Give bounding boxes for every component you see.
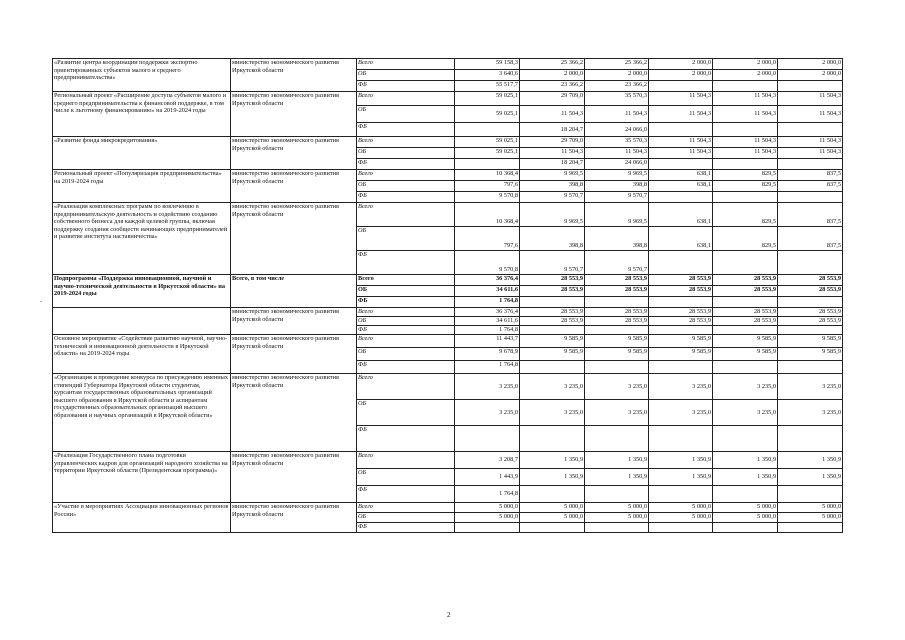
amount-year-2: 28 553,9 (585, 275, 649, 286)
table-row (53, 137, 843, 148)
amount-year-3 (649, 361, 713, 374)
amount-year-5: 1 350,9 (778, 469, 843, 486)
funding-source: Всего (357, 137, 455, 148)
amount-year-2: 398,8 (585, 181, 649, 192)
amount-year-2 (585, 297, 649, 308)
program-name: «Реализация Государственного плана подготовки управленческих кадров для организаций народного хозяйства на территории Иркутской области (Президентская программа)» (53, 452, 231, 503)
amount-year-3: 638,1 (649, 203, 713, 227)
amount-year-3: 2 000,0 (649, 59, 713, 70)
funding-source: ФБ (357, 297, 455, 308)
funding-source: ФБ (357, 123, 455, 137)
amount-total: 59 025,1 (455, 106, 520, 123)
amount-year-4: 829,5 (713, 170, 778, 181)
funding-source: Всего (357, 59, 455, 70)
amount-year-3: 1 350,9 (649, 469, 713, 486)
amount-year-3 (649, 326, 713, 335)
amount-year-2: 3 235,0 (585, 400, 649, 426)
amount-year-3: 9 585,9 (649, 335, 713, 348)
executor: министерство экономического развития Иркутской области (231, 335, 357, 374)
amount-year-2: 398,8 (585, 227, 649, 251)
funding-source: Всего (357, 452, 455, 469)
amount-year-4: 9 585,9 (713, 335, 778, 348)
amount-year-1: 11 504,3 (520, 148, 585, 159)
funding-source: ФБ (357, 486, 455, 503)
amount-year-3: 11 504,3 (649, 137, 713, 148)
amount-total: 9 570,8 (455, 192, 520, 203)
program-name: «Реализация комплексных программ по вовлечению в предпринимательскую деятельность и содействию созданию собственного бизнеса для каждой целевой группы, включая поддержку создания сообществ начинающих предпринимателей и развитие института наставничества» (53, 203, 231, 275)
program-name: Региональный проект «Популяризация предпринимательства» на 2019-2024 годы (53, 170, 231, 203)
amount-year-2: 2 000,0 (585, 70, 649, 81)
amount-year-1: 25 366,2 (520, 59, 585, 70)
program-name: «Участие в мероприятиях Ассоциации инновационных регионов России» (53, 503, 231, 533)
amount-year-2: 28 553,9 (585, 308, 649, 317)
amount-year-3: 28 553,9 (649, 286, 713, 297)
amount-year-1: 28 553,9 (520, 275, 585, 286)
amount-year-2: 9 969,5 (585, 170, 649, 181)
amount-total: 5 000,0 (455, 513, 520, 523)
amount-year-1: 9 570,7 (520, 251, 585, 275)
table-row (53, 374, 843, 400)
amount-year-4: 11 504,3 (713, 148, 778, 159)
funding-source: ОБ (357, 148, 455, 159)
funding-source: ФБ (357, 251, 455, 275)
amount-year-5: 9 585,9 (778, 348, 843, 361)
amount-year-4: 9 585,9 (713, 348, 778, 361)
amount-year-5: 2 000,0 (778, 59, 843, 70)
amount-year-2: 24 066,0 (585, 159, 649, 170)
amount-year-3: 11 504,3 (649, 106, 713, 123)
amount-year-5: 11 504,3 (778, 92, 843, 106)
amount-year-1: 23 366,2 (520, 81, 585, 92)
amount-year-4 (713, 297, 778, 308)
amount-year-2: 9 969,5 (585, 203, 649, 227)
amount-year-5: 5 000,0 (778, 503, 843, 513)
amount-year-2: 11 504,3 (585, 106, 649, 123)
program-name: Региональный проект «Расширение доступа субъектов малого и среднего предпринимательства к финансовой поддержке, в том числе к льготному финансированию» на 2019-2024 годы (53, 92, 231, 137)
amount-year-1: 28 553,9 (520, 286, 585, 297)
amount-year-4: 829,5 (713, 181, 778, 192)
funding-source: Всего (357, 170, 455, 181)
amount-year-1 (520, 523, 585, 533)
program-name: «Развитие фонда микрокредитования» (53, 137, 231, 170)
amount-year-4: 28 553,9 (713, 275, 778, 286)
amount-year-3: 11 504,3 (649, 92, 713, 106)
funding-source: ФБ (357, 361, 455, 374)
amount-year-2: 3 235,0 (585, 374, 649, 400)
funding-source: Всего (357, 92, 455, 106)
amount-year-1 (520, 426, 585, 452)
amount-year-4: 11 504,3 (713, 92, 778, 106)
table-row (53, 92, 843, 106)
funding-source: ОБ (357, 348, 455, 361)
amount-year-2: 9 585,9 (585, 335, 649, 348)
table-row (53, 503, 843, 513)
amount-year-1: 11 504,3 (520, 106, 585, 123)
amount-year-5: 837,5 (778, 227, 843, 251)
amount-year-5: 3 235,0 (778, 374, 843, 400)
funding-source: ОБ (357, 513, 455, 523)
page-number: 2 (447, 611, 451, 619)
amount-year-3: 2 000,0 (649, 70, 713, 81)
funding-source: Всего (357, 203, 455, 227)
amount-year-4 (713, 123, 778, 137)
amount-total: 34 611,6 (455, 317, 520, 326)
amount-year-5 (778, 159, 843, 170)
funding-source: ФБ (357, 192, 455, 203)
amount-year-1: 9 585,9 (520, 348, 585, 361)
executor: министерство экономического развития Иркутской области (231, 92, 357, 137)
amount-year-1: 29 709,0 (520, 92, 585, 106)
funding-source: ФБ (357, 159, 455, 170)
amount-total (455, 123, 520, 137)
amount-year-2: 28 553,9 (585, 286, 649, 297)
amount-year-4: 5 000,0 (713, 513, 778, 523)
amount-year-1: 18 204,7 (520, 159, 585, 170)
amount-year-2: 25 366,2 (585, 59, 649, 70)
amount-year-1: 9 969,5 (520, 203, 585, 227)
amount-year-5 (778, 123, 843, 137)
funding-source: ОБ (357, 181, 455, 192)
funding-source: ФБ (357, 81, 455, 92)
amount-year-2: 5 000,0 (585, 513, 649, 523)
funding-source: Всего (357, 374, 455, 400)
executor: министерство экономического развития Иркутской области (231, 59, 357, 92)
amount-year-1 (520, 361, 585, 374)
amount-year-1: 18 204,7 (520, 123, 585, 137)
amount-year-5: 3 235,0 (778, 400, 843, 426)
amount-year-5: 5 000,0 (778, 513, 843, 523)
amount-year-5: 28 553,9 (778, 317, 843, 326)
budget-table (52, 58, 843, 533)
amount-year-5 (778, 326, 843, 335)
funding-source: ОБ (357, 286, 455, 297)
amount-total: 1 443,9 (455, 469, 520, 486)
executor: министерство экономического развития Иркутской области (231, 308, 357, 335)
amount-year-1 (520, 486, 585, 503)
amount-year-3: 5 000,0 (649, 503, 713, 513)
amount-total: 3 208,7 (455, 452, 520, 469)
amount-year-4: 28 553,9 (713, 317, 778, 326)
amount-year-4 (713, 192, 778, 203)
amount-year-5: 28 553,9 (778, 286, 843, 297)
funding-source: Всего (357, 503, 455, 513)
program-name: Подпрограмма «Поддержка инновационной, научной и научно-технической деятельности в Иркутской области» на 2019-2024 годы (53, 275, 231, 308)
amount-total: 5 000,0 (455, 503, 520, 513)
amount-year-5: 2 000,0 (778, 70, 843, 81)
amount-year-5: 11 504,3 (778, 137, 843, 148)
amount-year-5 (778, 426, 843, 452)
amount-year-1: 9 570,7 (520, 192, 585, 203)
program-name: «Организация и проведение конкурса по присуждению именных стипендий Губернатора Иркутской области студентам, курсантам государственных образовательных организаций высшего образования в Иркутской области и аспирантам государственных образовательных организаций высшего образования и научных организаций в Иркутской области» (53, 374, 231, 452)
amount-year-2: 1 350,9 (585, 452, 649, 469)
amount-year-4 (713, 523, 778, 533)
amount-year-2 (585, 486, 649, 503)
executor: министерство экономического развития Иркутской области (231, 137, 357, 170)
executor: министерство экономического развития Иркутской области (231, 503, 357, 533)
amount-year-5 (778, 192, 843, 203)
amount-year-2: 9 585,9 (585, 348, 649, 361)
amount-year-1: 3 235,0 (520, 400, 585, 426)
amount-year-5: 9 585,9 (778, 335, 843, 348)
amount-year-5: 837,5 (778, 170, 843, 181)
amount-year-3 (649, 159, 713, 170)
amount-year-2 (585, 523, 649, 533)
amount-year-3 (649, 251, 713, 275)
amount-year-3 (649, 523, 713, 533)
table-row (53, 203, 843, 227)
amount-year-4: 1 350,9 (713, 469, 778, 486)
amount-year-4: 829,5 (713, 203, 778, 227)
funding-source: ОБ (357, 70, 455, 81)
amount-year-5: 28 553,9 (778, 308, 843, 317)
amount-year-5: 837,5 (778, 203, 843, 227)
amount-total: 1 764,8 (455, 361, 520, 374)
amount-year-2: 11 504,3 (585, 148, 649, 159)
funding-source: ОБ (357, 469, 455, 486)
amount-total (455, 426, 520, 452)
amount-year-3: 3 235,0 (649, 374, 713, 400)
amount-year-1 (520, 297, 585, 308)
funding-source: ФБ (357, 523, 455, 533)
amount-year-4 (713, 361, 778, 374)
amount-total (455, 523, 520, 533)
amount-year-5: 1 350,9 (778, 452, 843, 469)
amount-year-5: 28 553,9 (778, 275, 843, 286)
table-body (53, 59, 843, 533)
amount-year-2: 28 553,9 (585, 317, 649, 326)
table-row (53, 170, 843, 181)
amount-year-1: 28 553,9 (520, 308, 585, 317)
amount-year-1: 2 000,0 (520, 70, 585, 81)
amount-year-3 (649, 486, 713, 503)
amount-total: 3 235,0 (455, 400, 520, 426)
amount-year-3: 638,1 (649, 170, 713, 181)
funding-source: ОБ (357, 227, 455, 251)
amount-year-2: 9 570,7 (585, 192, 649, 203)
margin-mark: - (40, 297, 43, 305)
amount-year-4: 3 235,0 (713, 400, 778, 426)
funding-source: ФБ (357, 426, 455, 452)
amount-year-3: 11 504,3 (649, 148, 713, 159)
amount-year-5 (778, 486, 843, 503)
funding-source: ОБ (357, 106, 455, 123)
amount-total: 55 517,7 (455, 81, 520, 92)
amount-year-2 (585, 361, 649, 374)
amount-year-1: 398,8 (520, 227, 585, 251)
amount-year-4 (713, 326, 778, 335)
amount-year-2 (585, 326, 649, 335)
program-name: Основное мероприятие «Содействие развитию научной, научно-технической и инновационной деятельности в Иркутской области» на 2019-2024 годы (53, 335, 231, 374)
amount-year-4: 3 235,0 (713, 374, 778, 400)
amount-year-5 (778, 361, 843, 374)
amount-year-5 (778, 81, 843, 92)
amount-total: 34 611,6 (455, 286, 520, 297)
amount-total: 797,6 (455, 227, 520, 251)
amount-year-1: 9 585,9 (520, 335, 585, 348)
executor: министерство экономического развития Иркутской области (231, 452, 357, 503)
table-row (53, 335, 843, 348)
amount-year-4 (713, 159, 778, 170)
amount-total: 9 570,8 (455, 251, 520, 275)
amount-year-2: 24 066,0 (585, 123, 649, 137)
amount-year-4 (713, 251, 778, 275)
amount-total: 11 443,7 (455, 335, 520, 348)
amount-total: 59 158,3 (455, 59, 520, 70)
amount-year-1: 1 350,9 (520, 469, 585, 486)
amount-total: 797,6 (455, 181, 520, 192)
executor: министерство экономического развития Иркутской области (231, 203, 357, 275)
amount-year-3: 28 553,9 (649, 275, 713, 286)
amount-year-1: 9 969,5 (520, 170, 585, 181)
amount-year-1: 398,8 (520, 181, 585, 192)
executor: министерство экономического развития Иркутской области (231, 170, 357, 203)
amount-year-2 (585, 426, 649, 452)
amount-year-1: 1 350,9 (520, 452, 585, 469)
funding-source: Всего (357, 335, 455, 348)
amount-year-3: 28 553,9 (649, 308, 713, 317)
funding-source: ОБ (357, 317, 455, 326)
amount-year-4: 1 350,9 (713, 452, 778, 469)
amount-year-3: 638,1 (649, 227, 713, 251)
amount-year-2: 23 366,2 (585, 81, 649, 92)
amount-year-1: 29 709,0 (520, 137, 585, 148)
funding-source: Всего (357, 308, 455, 317)
funding-source: Всего (357, 275, 455, 286)
amount-year-5: 11 504,3 (778, 148, 843, 159)
executor: Всего, в том числе (231, 275, 357, 308)
amount-year-4: 11 504,3 (713, 106, 778, 123)
amount-year-3: 638,1 (649, 181, 713, 192)
table-row (53, 452, 843, 469)
amount-year-4 (713, 81, 778, 92)
amount-year-3: 28 553,9 (649, 317, 713, 326)
amount-year-4: 28 553,9 (713, 308, 778, 317)
funding-source: ФБ (357, 326, 455, 335)
amount-total: 10 368,4 (455, 203, 520, 227)
amount-year-4: 829,5 (713, 227, 778, 251)
table-row (53, 308, 843, 317)
amount-year-4: 2 000,0 (713, 59, 778, 70)
program-name (53, 308, 231, 335)
amount-year-2: 35 570,3 (585, 92, 649, 106)
amount-year-2: 1 350,9 (585, 469, 649, 486)
amount-year-1: 5 000,0 (520, 503, 585, 513)
amount-year-3: 9 585,9 (649, 348, 713, 361)
amount-total: 9 678,9 (455, 348, 520, 361)
amount-year-4 (713, 426, 778, 452)
amount-year-3 (649, 297, 713, 308)
amount-year-3 (649, 192, 713, 203)
funding-source: ОБ (357, 400, 455, 426)
amount-year-1: 5 000,0 (520, 513, 585, 523)
amount-total: 36 376,4 (455, 275, 520, 286)
amount-total: 59 025,1 (455, 137, 520, 148)
amount-total: 1 764,8 (455, 486, 520, 503)
executor: министерство экономического развития Иркутской области (231, 374, 357, 452)
amount-total: 36 376,4 (455, 308, 520, 317)
amount-year-4: 28 553,9 (713, 286, 778, 297)
amount-year-4: 5 000,0 (713, 503, 778, 513)
amount-year-2: 5 000,0 (585, 503, 649, 513)
amount-total: 3 235,0 (455, 374, 520, 400)
amount-year-2: 9 570,7 (585, 251, 649, 275)
amount-total: 59 025,1 (455, 92, 520, 106)
amount-year-2: 35 570,3 (585, 137, 649, 148)
program-name: «Развитие центра координации поддержки экспортно ориентированных субъектов малого и среднего предпринимательства» (53, 59, 231, 92)
table-row (53, 275, 843, 286)
amount-year-1: 28 553,9 (520, 317, 585, 326)
amount-total: 1 764,8 (455, 326, 520, 335)
amount-total: 1 764,8 (455, 297, 520, 308)
amount-year-1: 3 235,0 (520, 374, 585, 400)
amount-year-5: 837,5 (778, 181, 843, 192)
amount-total: 3 640,6 (455, 70, 520, 81)
amount-year-1 (520, 326, 585, 335)
amount-year-4: 11 504,3 (713, 137, 778, 148)
amount-total (455, 159, 520, 170)
amount-year-3: 5 000,0 (649, 513, 713, 523)
amount-year-5 (778, 523, 843, 533)
amount-year-3 (649, 123, 713, 137)
amount-year-4: 2 000,0 (713, 70, 778, 81)
amount-total: 59 025,1 (455, 148, 520, 159)
amount-year-5 (778, 251, 843, 275)
amount-year-4 (713, 486, 778, 503)
table-row (53, 59, 843, 70)
amount-year-3: 1 350,9 (649, 452, 713, 469)
amount-year-3: 3 235,0 (649, 400, 713, 426)
amount-year-3 (649, 81, 713, 92)
amount-year-5 (778, 297, 843, 308)
amount-year-5: 11 504,3 (778, 106, 843, 123)
amount-total: 10 368,4 (455, 170, 520, 181)
amount-year-3 (649, 426, 713, 452)
